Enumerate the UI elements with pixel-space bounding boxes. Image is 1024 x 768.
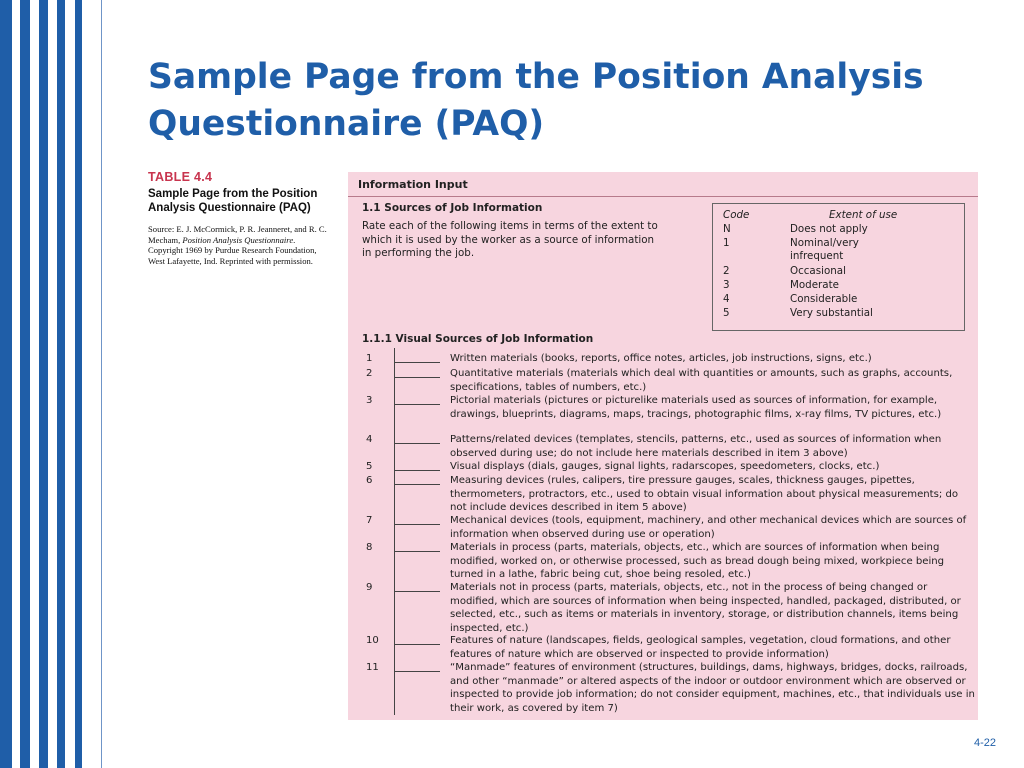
item-text: Materials in process (parts, materials, objects, etc., which are sources of information when being modified, worked on, or otherwise processed, such as bread dough being mixed, workpiece being turned in a lathe, fabric being cut, shoe being resoled, etc.) (450, 542, 945, 580)
slide-title: Sample Page from the Position Analysis Questionnaire (PAQ) (148, 57, 924, 144)
item-number: 1 (366, 353, 373, 364)
rating-blank[interactable] (395, 377, 440, 378)
table-label: TABLE 4.4 (148, 170, 213, 184)
item-text: “Manmade” features of environment (structures, buildings, dams, highways, bridges, docks, railroads, and other “manmade” or altered aspects of the indoor or outdoor environment which are observed or inspected to provide job information; do not consider equipment, machines, etc., that individuals use in their work, as covered by item 7) (450, 662, 975, 714)
item-text: Visual displays (dials, gauges, signal lights, radarscopes, speedometers, clocks, etc.) (450, 461, 880, 472)
code-description: Very substantial (790, 307, 873, 319)
code-description: Moderate (790, 279, 839, 291)
item-number: 6 (366, 475, 373, 486)
code-description: Nominal/very infrequent (790, 237, 859, 262)
code-description: Considerable (790, 293, 858, 305)
item-number: 8 (366, 542, 373, 553)
item-text: Quantitative materials (materials which deal with quantities or amounts, such as graphs, accounts, specifications, tables of numbers, etc.) (450, 368, 953, 393)
code-value: 1 (723, 237, 730, 249)
table-heading: Sample Page from the Position Analysis Questionnaire (PAQ) (148, 188, 318, 214)
questionnaire-page (348, 172, 978, 720)
rating-blank[interactable] (395, 470, 440, 471)
rating-blank[interactable] (395, 551, 440, 552)
rating-code-box (712, 203, 965, 331)
item-number: 11 (366, 662, 379, 673)
decorative-stripe (75, 0, 82, 768)
source-suffix: . Copyright 1969 by Purdue Research Foundation, West Lafayette, Ind. Reprinted with permission. (148, 234, 317, 267)
item-number: 9 (366, 582, 373, 593)
rating-blank[interactable] (395, 671, 440, 672)
decorative-stripe-line (101, 0, 102, 768)
panel-header-text: Information Input (358, 178, 468, 191)
item-text: Mechanical devices (tools, equipment, machinery, and other mechanical devices which are sources of information when observed during use or operation) (450, 515, 967, 540)
item-text: Measuring devices (rules, calipers, tire pressure gauges, scales, thickness gauges, pipettes, thermometers, protractors, etc., used to obtain visual information about physical measurements; do not include devices described in item 5 above) (450, 475, 959, 513)
decorative-stripe (20, 0, 30, 768)
code-description: Does not apply (790, 223, 868, 235)
rating-blank[interactable] (395, 524, 440, 525)
extent-header: Extent of use (829, 209, 898, 221)
item-number: 2 (366, 368, 373, 379)
code-value: 3 (723, 279, 730, 291)
item-number: 10 (366, 635, 379, 646)
rating-blank[interactable] (395, 362, 440, 363)
rating-blank[interactable] (395, 591, 440, 592)
table-caption (148, 170, 328, 267)
table-source (148, 224, 328, 267)
item-number: 7 (366, 515, 373, 526)
section-title: 1.1 Sources of Job Information (362, 202, 543, 214)
rating-blank[interactable] (395, 443, 440, 444)
source-prefix: Source: E. J. McCormick, P. R. Jeanneret, and R. C. Mecham, (148, 224, 327, 245)
section-instructions: Rate each of the following items in terms of the extent to which it is used by the worker as a source of information in performing the job. (362, 220, 658, 259)
code-value: 2 (723, 265, 730, 277)
rating-blank[interactable] (395, 404, 440, 405)
code-header: Code (723, 209, 750, 221)
rating-blank[interactable] (395, 484, 440, 485)
code-value: 4 (723, 293, 730, 305)
item-number: 3 (366, 395, 373, 406)
subsection-title: 1.1.1 Visual Sources of Job Information (362, 333, 594, 345)
code-value: N (723, 223, 731, 235)
item-text: Pictorial materials (pictures or picturelike materials used as sources of information, for example, drawings, blueprints, diagrams, maps, tracings, photographic films, x-ray films, TV pictures, etc.) (450, 395, 942, 420)
item-text: Materials not in process (parts, materials, objects, etc., not in the process of being changed or modified, which are sources of information when being inspected, handled, packaged, distributed, or selected, etc., such as items or materials in inventory, storage, or distribution channels, items being inspected, etc.) (450, 582, 961, 634)
panel-header (348, 172, 978, 197)
item-text: Written materials (books, reports, office notes, articles, job instructions, signs, etc.) (450, 353, 872, 364)
item-text: Patterns/related devices (templates, stencils, patterns, etc., used as sources of information when observed during use; do not include here materials described in item 3 above) (450, 434, 942, 459)
decorative-stripe (0, 0, 12, 768)
item-text: Features of nature (landscapes, fields, geological samples, vegetation, cloud formations, and other features of nature which are observed or inspected to provide information) (450, 635, 951, 660)
page-number: 4-22 (974, 737, 997, 749)
decorative-stripe (39, 0, 48, 768)
code-value: 5 (723, 307, 730, 319)
item-number: 5 (366, 461, 373, 472)
decorative-stripe (57, 0, 65, 768)
item-number: 4 (366, 434, 373, 445)
source-title: Position Analysis Questionnaire (182, 234, 294, 245)
code-description: Occasional (790, 265, 846, 277)
rating-blank[interactable] (395, 644, 440, 645)
